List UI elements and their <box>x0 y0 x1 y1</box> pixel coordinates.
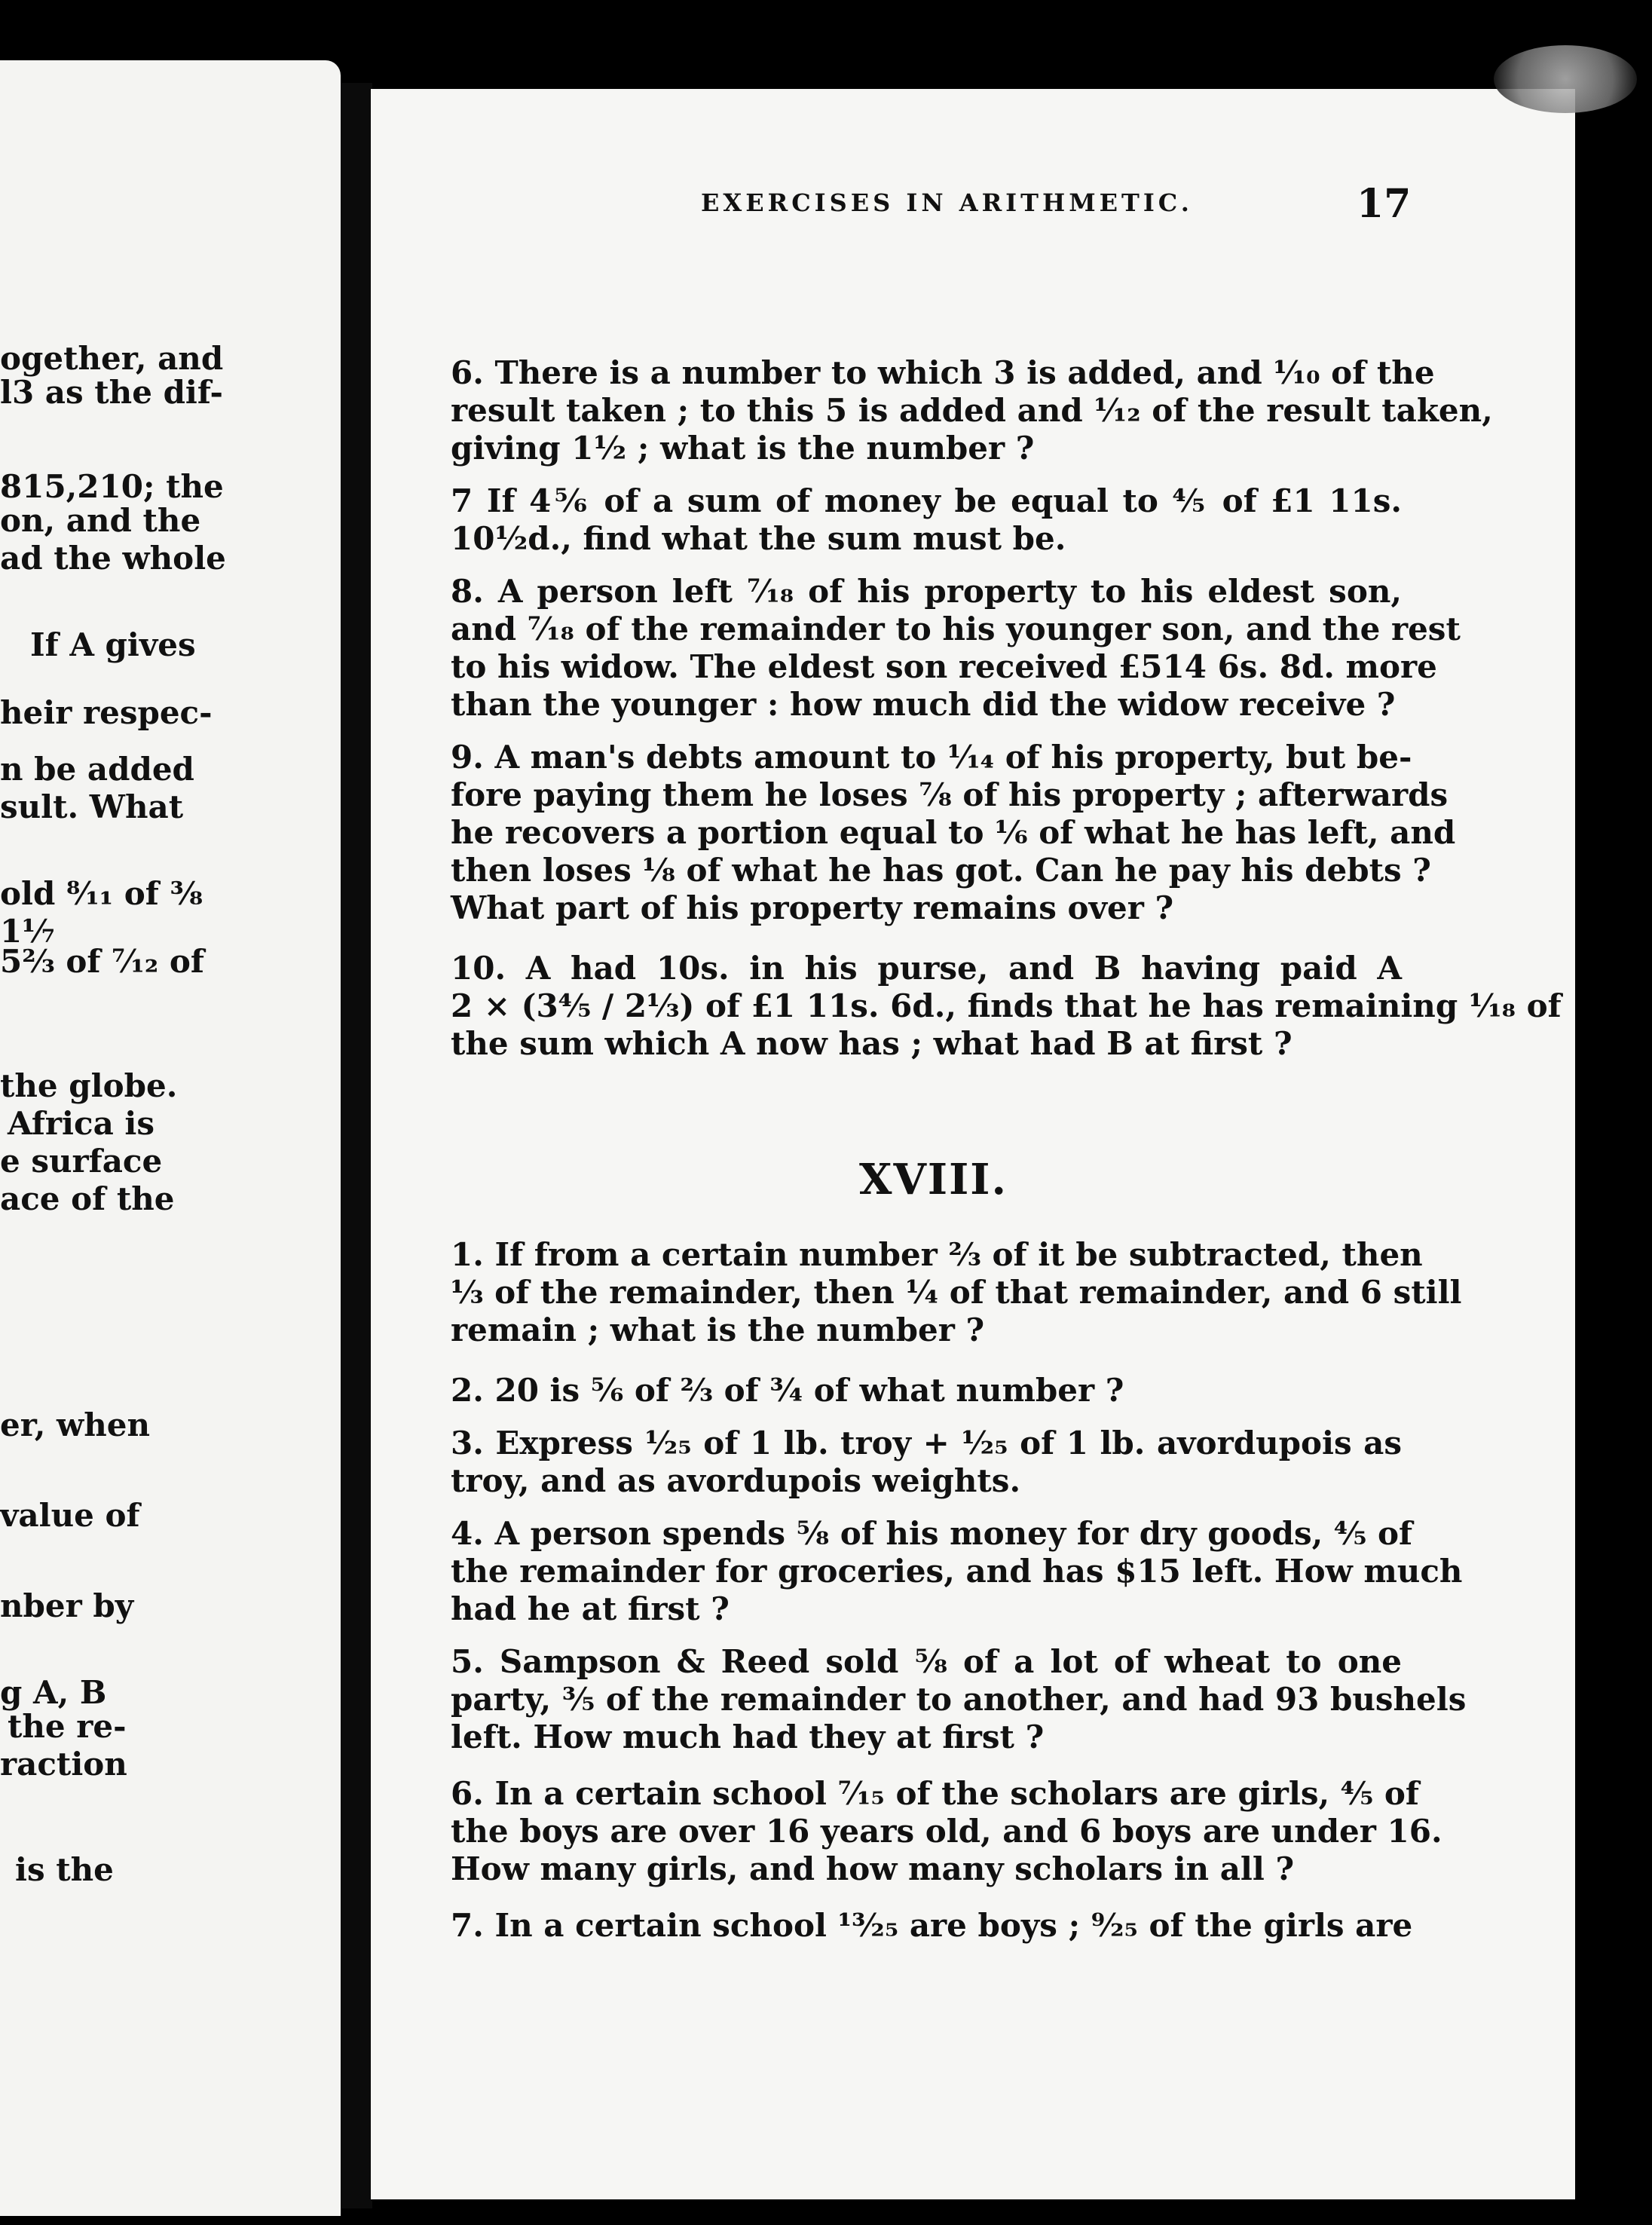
exercise-line: the remainder for groceries, and has $15 left. How much <box>451 1553 1463 1590</box>
left-page-fragment: g A, B <box>0 1674 107 1711</box>
exercise-item <box>451 354 1493 467</box>
left-page-fragment: value of <box>0 1497 140 1534</box>
exercise-line: 10. A had 10s. in his purse, and B having paid A <box>451 950 1402 987</box>
left-page-fragment: the re- <box>8 1708 127 1745</box>
exercise-line: 5. Sampson & Reed sold ⅝ of a lot of wheat to one <box>451 1643 1402 1680</box>
exercise-line: remain ; what is the number ? <box>451 1311 985 1348</box>
exercise-item <box>451 950 1562 1063</box>
exercise-line: troy, and as avordupois weights. <box>451 1462 1021 1499</box>
exercise-line: then loses ⅛ of what he has got. Can he pay his debts ? <box>451 852 1431 889</box>
left-page-fragment: n be added <box>0 751 194 788</box>
exercise-line: the boys are over 16 years old, and 6 boys are under 16. <box>451 1813 1442 1850</box>
exercise-line: 4. A person spends ⅝ of his money for dry goods, ⅘ of <box>451 1515 1413 1552</box>
left-page-fragment: raction <box>0 1746 127 1783</box>
exercise-line: 8. A person left ⁷⁄₁₈ of his property to his eldest son, <box>451 573 1402 610</box>
exercise-item <box>451 1643 1467 1756</box>
exercise-line: fore paying them he loses ⅞ of his property ; afterwards <box>451 776 1449 813</box>
left-page-fragment: 815,210; the <box>0 468 224 505</box>
exercise-line: than the younger : how much did the widow receive ? <box>451 686 1396 723</box>
exercise-line: party, ⅗ of the remainder to another, and had 93 bushels <box>451 1681 1467 1718</box>
exercise-item <box>451 1775 1442 1888</box>
left-page-fragment: 5⅔ of ⁷⁄₁₂ of <box>0 943 204 980</box>
page-edge-blemish <box>1494 45 1637 113</box>
exercise-line: result taken ; to this 5 is added and ¹⁄₁₂ of the result taken, <box>451 392 1493 429</box>
exercise-line: 10½d., find what the sum must be. <box>451 520 1066 557</box>
exercise-line: giving 1½ ; what is the number ? <box>451 430 1035 467</box>
left-page-fragment: e surface <box>0 1143 163 1180</box>
left-page-fragment: Africa is <box>8 1105 155 1142</box>
left-page-fragment: 1⅐ <box>0 913 55 950</box>
left-page-fragment: nber by <box>0 1587 134 1624</box>
exercise-line: to his widow. The eldest son received £514 6s. 8d. more <box>451 648 1437 685</box>
exercise-line: 2 × (3⅘ / 2⅓) of £1 11s. 6d., finds that he has remaining ¹⁄₁₈ of <box>451 987 1562 1024</box>
left-page-fragment: heir respec- <box>0 694 213 731</box>
exercise-item <box>451 482 1402 558</box>
exercise-line: 6. There is a number to which 3 is added, and ¹⁄₁₀ of the <box>451 354 1435 391</box>
exercise-item <box>451 1425 1402 1500</box>
exercise-line: 1. If from a certain number ⅔ of it be subtracted, then <box>451 1236 1423 1273</box>
exercise-line: 2. 20 is ⅚ of ⅔ of ¾ of what number ? <box>451 1372 1124 1409</box>
exercise-line: 6. In a certain school ⁷⁄₁₅ of the scholars are girls, ⅘ of <box>451 1775 1419 1812</box>
exercise-line: 3. Express ¹⁄₂₅ of 1 lb. troy + ¹⁄₂₅ of 1 lb. avordupois as <box>451 1425 1402 1461</box>
exercise-item <box>451 1236 1462 1349</box>
section-title: XVIII. <box>859 1155 1008 1204</box>
exercise-line: the sum which A now has ; what had B at first ? <box>451 1025 1293 1062</box>
exercise-item <box>451 573 1461 724</box>
exercise-line: and ⁷⁄₁₈ of the remainder to his younger son, and the rest <box>451 611 1461 647</box>
left-page-fragment: old ⁸⁄₁₁ of ⅜ <box>0 875 203 912</box>
left-page-fragment: is the <box>15 1851 114 1888</box>
exercise-item <box>451 739 1456 927</box>
exercise-line: he recovers a portion equal to ⅙ of what he has left, and <box>451 814 1456 851</box>
left-page-fragment: sult. What <box>0 788 184 825</box>
exercise-line: 7 If 4⅚ of a sum of money be equal to ⅘ of £1 11s. <box>451 482 1402 519</box>
left-page-fragment: the globe. <box>0 1067 178 1104</box>
exercise-line: 7. In a certain school ¹³⁄₂₅ are boys ; ⁹⁄₂₅ of the girls are <box>451 1907 1413 1944</box>
left-page <box>0 60 341 2216</box>
left-page-fragment: ace of the <box>0 1180 175 1217</box>
exercise-item <box>451 1907 1413 1945</box>
left-page-fragment: ad the whole <box>0 540 226 577</box>
left-page-fragment: ogether, and <box>0 340 224 377</box>
left-page-fragment: l3 as the dif- <box>0 374 223 411</box>
exercise-line: ⅓ of the remainder, then ¼ of that remainder, and 6 still <box>451 1274 1462 1311</box>
exercise-line: How many girls, and how many scholars in all ? <box>451 1850 1295 1887</box>
page-number: 17 <box>1357 181 1412 227</box>
left-page-fragment: If A gives <box>30 626 196 663</box>
exercise-line: 9. A man's debts amount to ¹⁄₁₄ of his property, but be- <box>451 739 1412 776</box>
running-header: EXERCISES IN ARITHMETIC. <box>701 188 1193 217</box>
exercise-item <box>451 1372 1402 1409</box>
exercise-item <box>451 1515 1463 1628</box>
exercise-line: What part of his property remains over ? <box>451 889 1174 926</box>
exercise-line: had he at first ? <box>451 1590 730 1627</box>
left-page-fragment: on, and the <box>0 502 201 539</box>
exercise-line: left. How much had they at first ? <box>451 1718 1045 1755</box>
book-gutter <box>341 83 372 2208</box>
left-page-fragment: er, when <box>0 1406 150 1443</box>
